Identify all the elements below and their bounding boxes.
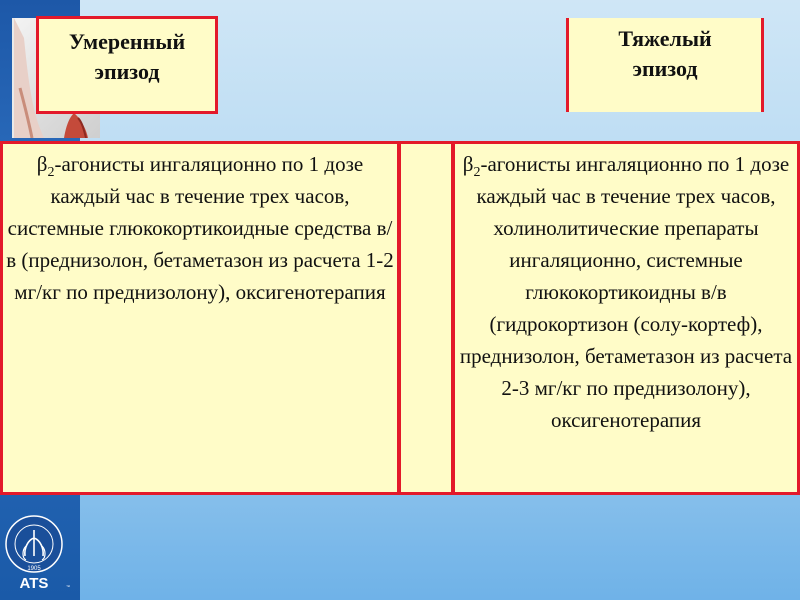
logo-year: 1905	[27, 566, 41, 572]
severe-episode-header	[566, 18, 764, 112]
beta-subscript: 2	[473, 165, 481, 181]
beta-subscript: 2	[47, 165, 55, 181]
logo-letters: ATS	[19, 575, 49, 592]
moderate-treatment-panel	[0, 141, 400, 495]
severe-header-line2: эпизод	[632, 56, 698, 81]
moderate-header-line1: Умеренный	[68, 29, 186, 54]
beta-symbol: β	[462, 152, 474, 176]
svg-text:™: ™	[66, 584, 70, 589]
moderate-treatment-text: -агонисты ингаляционно по 1 дозе каждый час в течение трех часов, системные глюкокортикоидные средства в/в (преднизолон, бетаметазон из расчета 1-2 мг/кг по преднизолону), оксигенотерапия	[6, 152, 394, 304]
severe-header-line1: Тяжелый	[618, 26, 712, 51]
severe-treatment-text: -агонисты ингаляционно по 1 дозе каждый час в течение трех часов, холинолитические препараты ингаляционно, системные глюкокортикоидны в/в (гидрокортизон (солу-кортеф), преднизолон, бетаметазон из расчета 2-3 мг/кг по преднизолону), оксигенотерапия	[459, 152, 793, 432]
beta-symbol: β	[36, 152, 48, 176]
moderate-header-line2: эпизод	[94, 59, 160, 84]
severe-treatment-panel	[452, 141, 800, 495]
center-divider	[398, 141, 454, 495]
moderate-episode-header	[36, 16, 218, 114]
ats-logo	[4, 508, 76, 592]
